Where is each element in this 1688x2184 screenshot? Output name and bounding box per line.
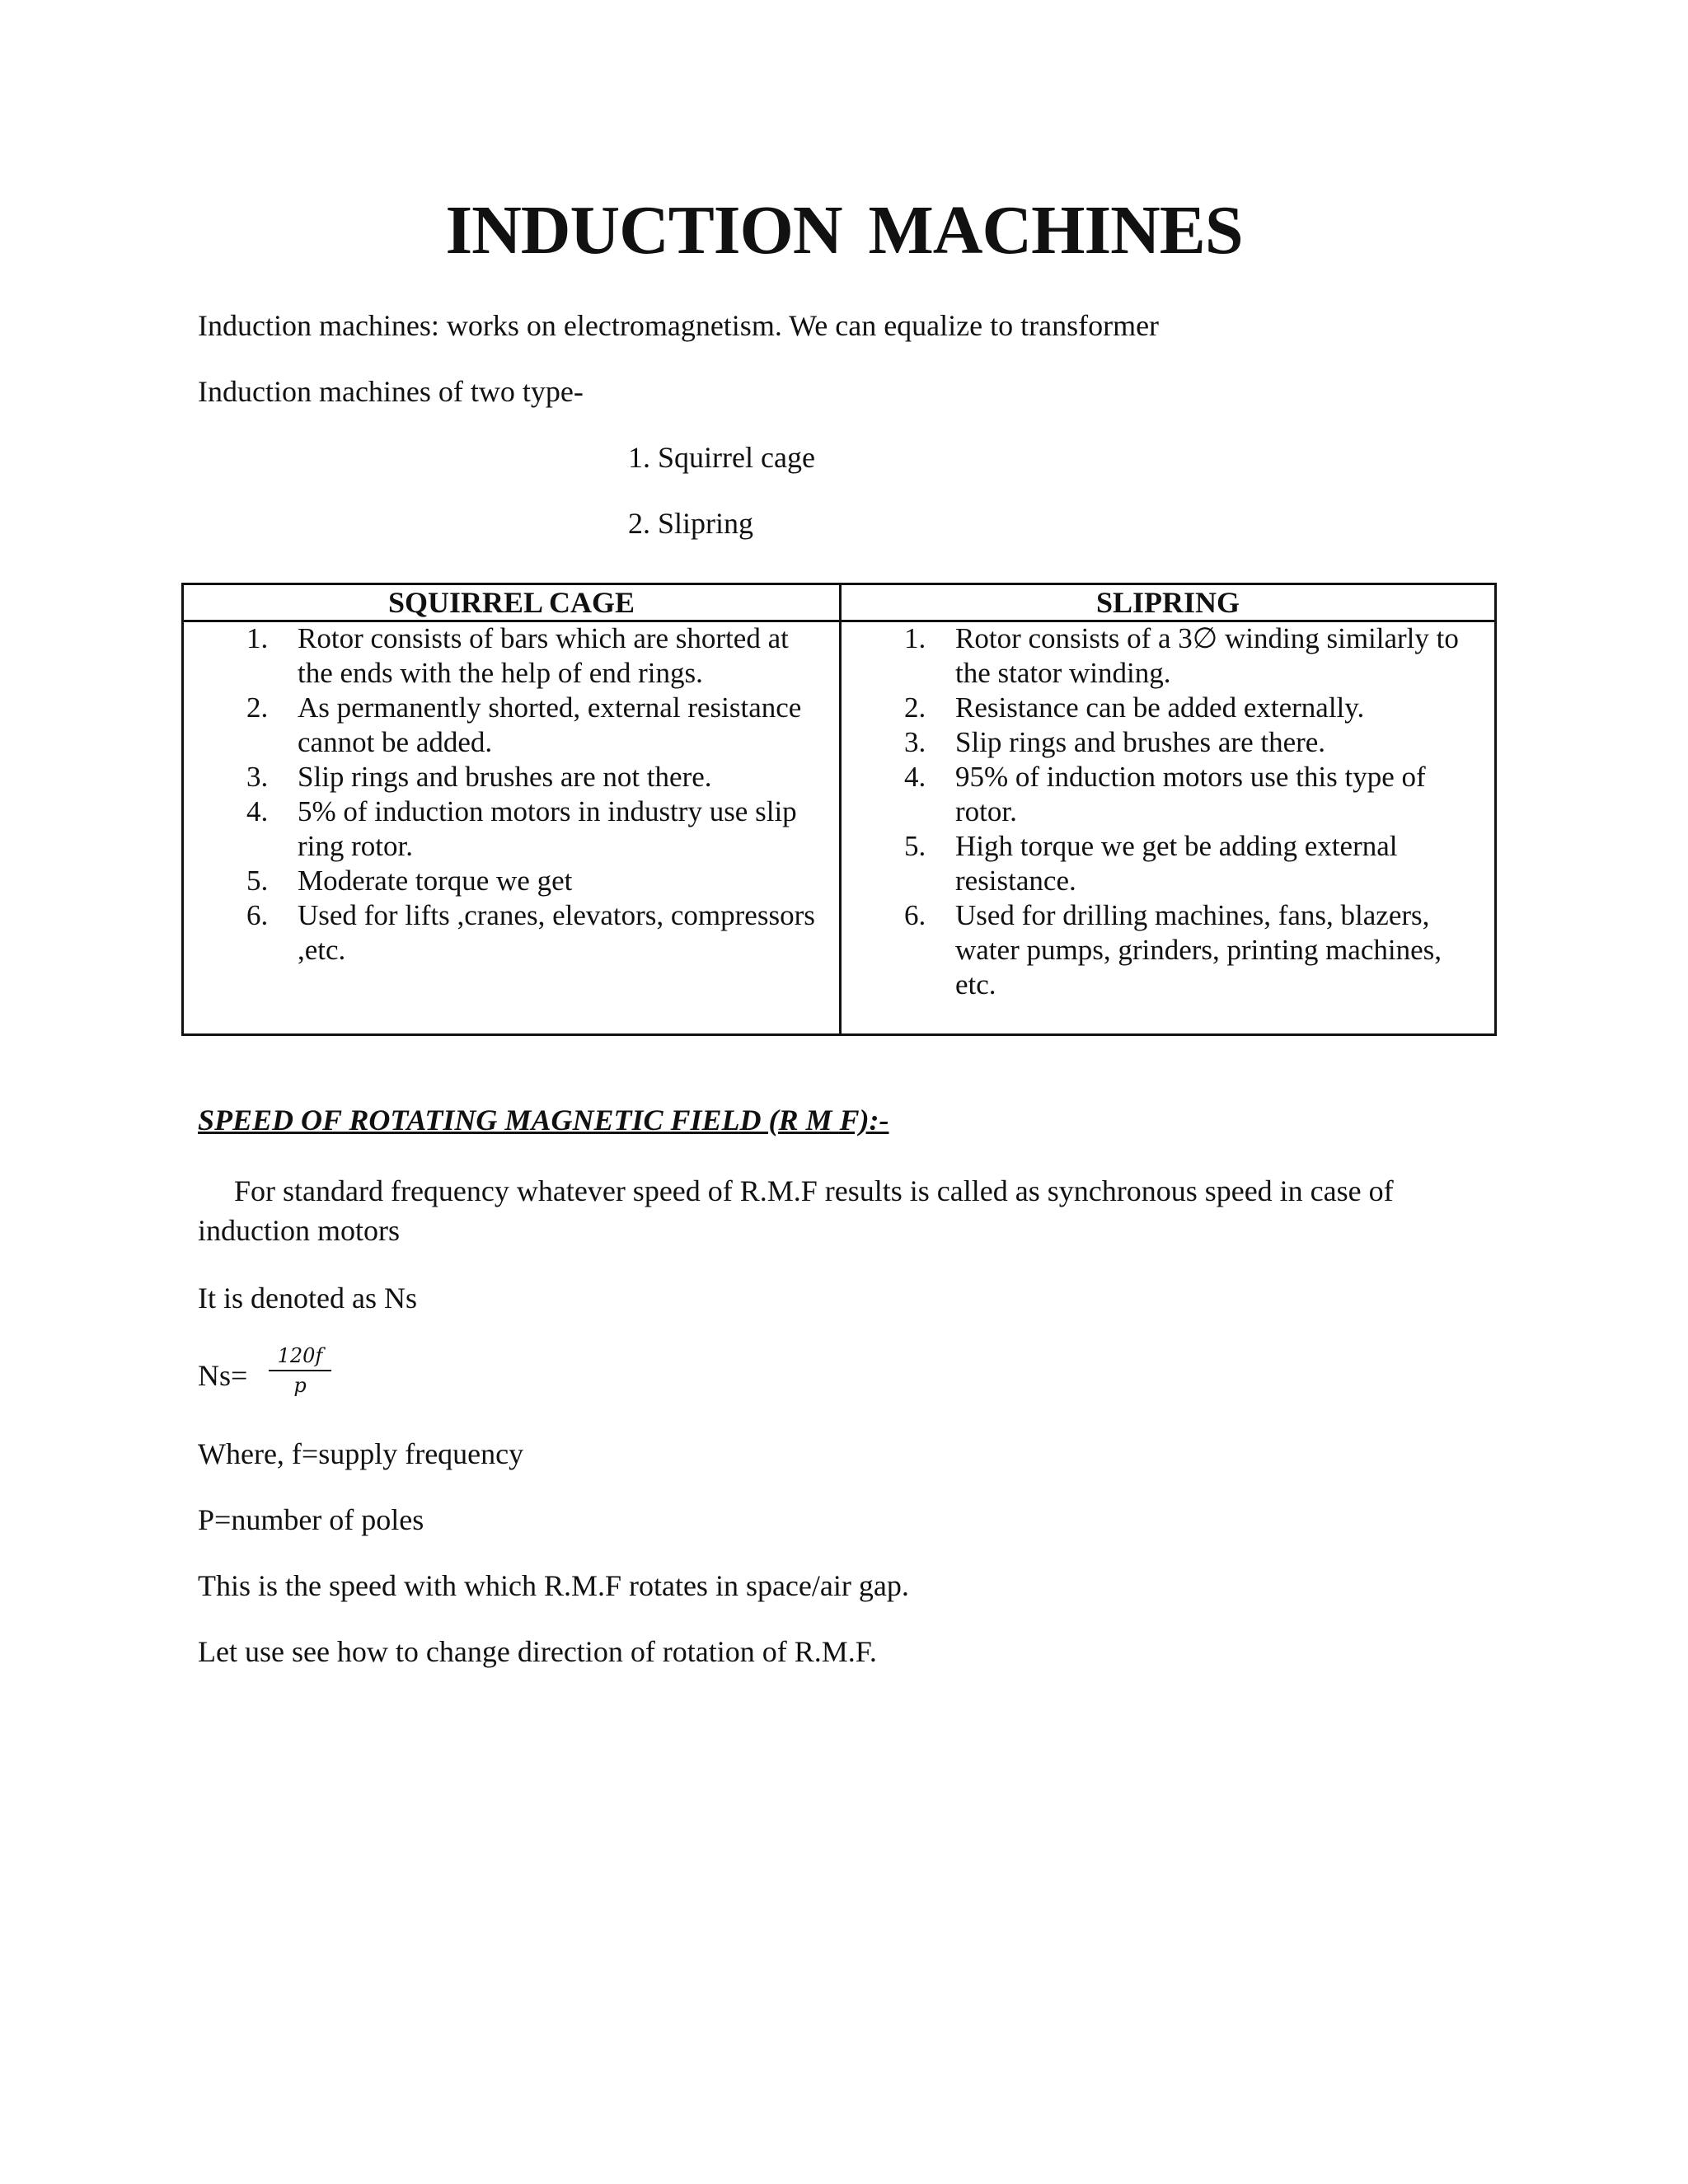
list-item: 5. Moderate torque we get xyxy=(246,865,573,897)
list-item: 2. Resistance can be added externally. xyxy=(904,691,1365,724)
formula-lhs: Ns= xyxy=(198,1359,248,1392)
where-p-line: P=number of poles xyxy=(198,1503,424,1536)
slipring-list xyxy=(842,621,1494,1002)
list-item: 5. High torque we get be adding external resistance. xyxy=(904,830,1398,897)
list-item: 6. Used for drilling machines, fans, blazers, water pumps, grinders, printing machines, etc. xyxy=(904,899,1442,1001)
squirrel-cage-header: SQUIRREL CAGE xyxy=(184,585,839,622)
type-item-squirrel-cage: 1. Squirrel cage xyxy=(628,441,815,474)
note-line-1: This is the speed with which R.M.F rotates in space/air gap. xyxy=(198,1569,909,1602)
list-item: 1. Rotor consists of bars which are shorted at the ends with the help of end rings. xyxy=(246,622,789,689)
list-item: 3. Slip rings and brushes are not there. xyxy=(246,761,712,793)
formula-fraction xyxy=(269,1343,331,1399)
list-item: 4. 5% of induction motors in industry use slip ring rotor. xyxy=(246,795,797,862)
rmf-heading: SPEED OF ROTATING MAGNETIC FIELD (R M F):- xyxy=(198,1104,889,1137)
denoted-line: It is denoted as Ns xyxy=(198,1282,417,1315)
squirrel-cage-list xyxy=(184,621,839,968)
comparison-table xyxy=(181,583,1497,1036)
formula-denominator: p xyxy=(293,1374,307,1397)
list-item: 3. Slip rings and brushes are there. xyxy=(904,726,1326,758)
list-item: 4. 95% of induction motors use this type of rotor. xyxy=(904,761,1426,827)
note-line-2: Let use see how to change direction of rotation of R.M.F. xyxy=(198,1635,877,1668)
list-item: 6. Used for lifts ,cranes, elevators, compressors ,etc. xyxy=(246,899,815,966)
list-item: 2. As permanently shorted, external resistance cannot be added. xyxy=(246,691,802,758)
rmf-paragraph: For standard frequency whatever speed of R.M.F results is called as synchronous speed in case of induction motors xyxy=(198,1174,1394,1247)
page-title: INDUCTION MACHINES xyxy=(445,192,1243,269)
slipring-header: SLIPRING xyxy=(842,585,1494,622)
intro-line-1: Induction machines: works on electromagnetism. We can equalize to transformer xyxy=(198,309,1160,342)
slipring-column xyxy=(842,585,1494,1033)
intro-line-2: Induction machines of two type- xyxy=(198,375,584,408)
where-f-line: Where, f=supply frequency xyxy=(198,1437,524,1470)
type-item-slipring: 2. Slipring xyxy=(628,507,754,540)
list-item: 1. Rotor consists of a 3∅ winding similarly to the stator winding. xyxy=(904,622,1459,689)
squirrel-cage-column xyxy=(184,585,842,1033)
formula-numerator: 120f xyxy=(269,1343,331,1371)
